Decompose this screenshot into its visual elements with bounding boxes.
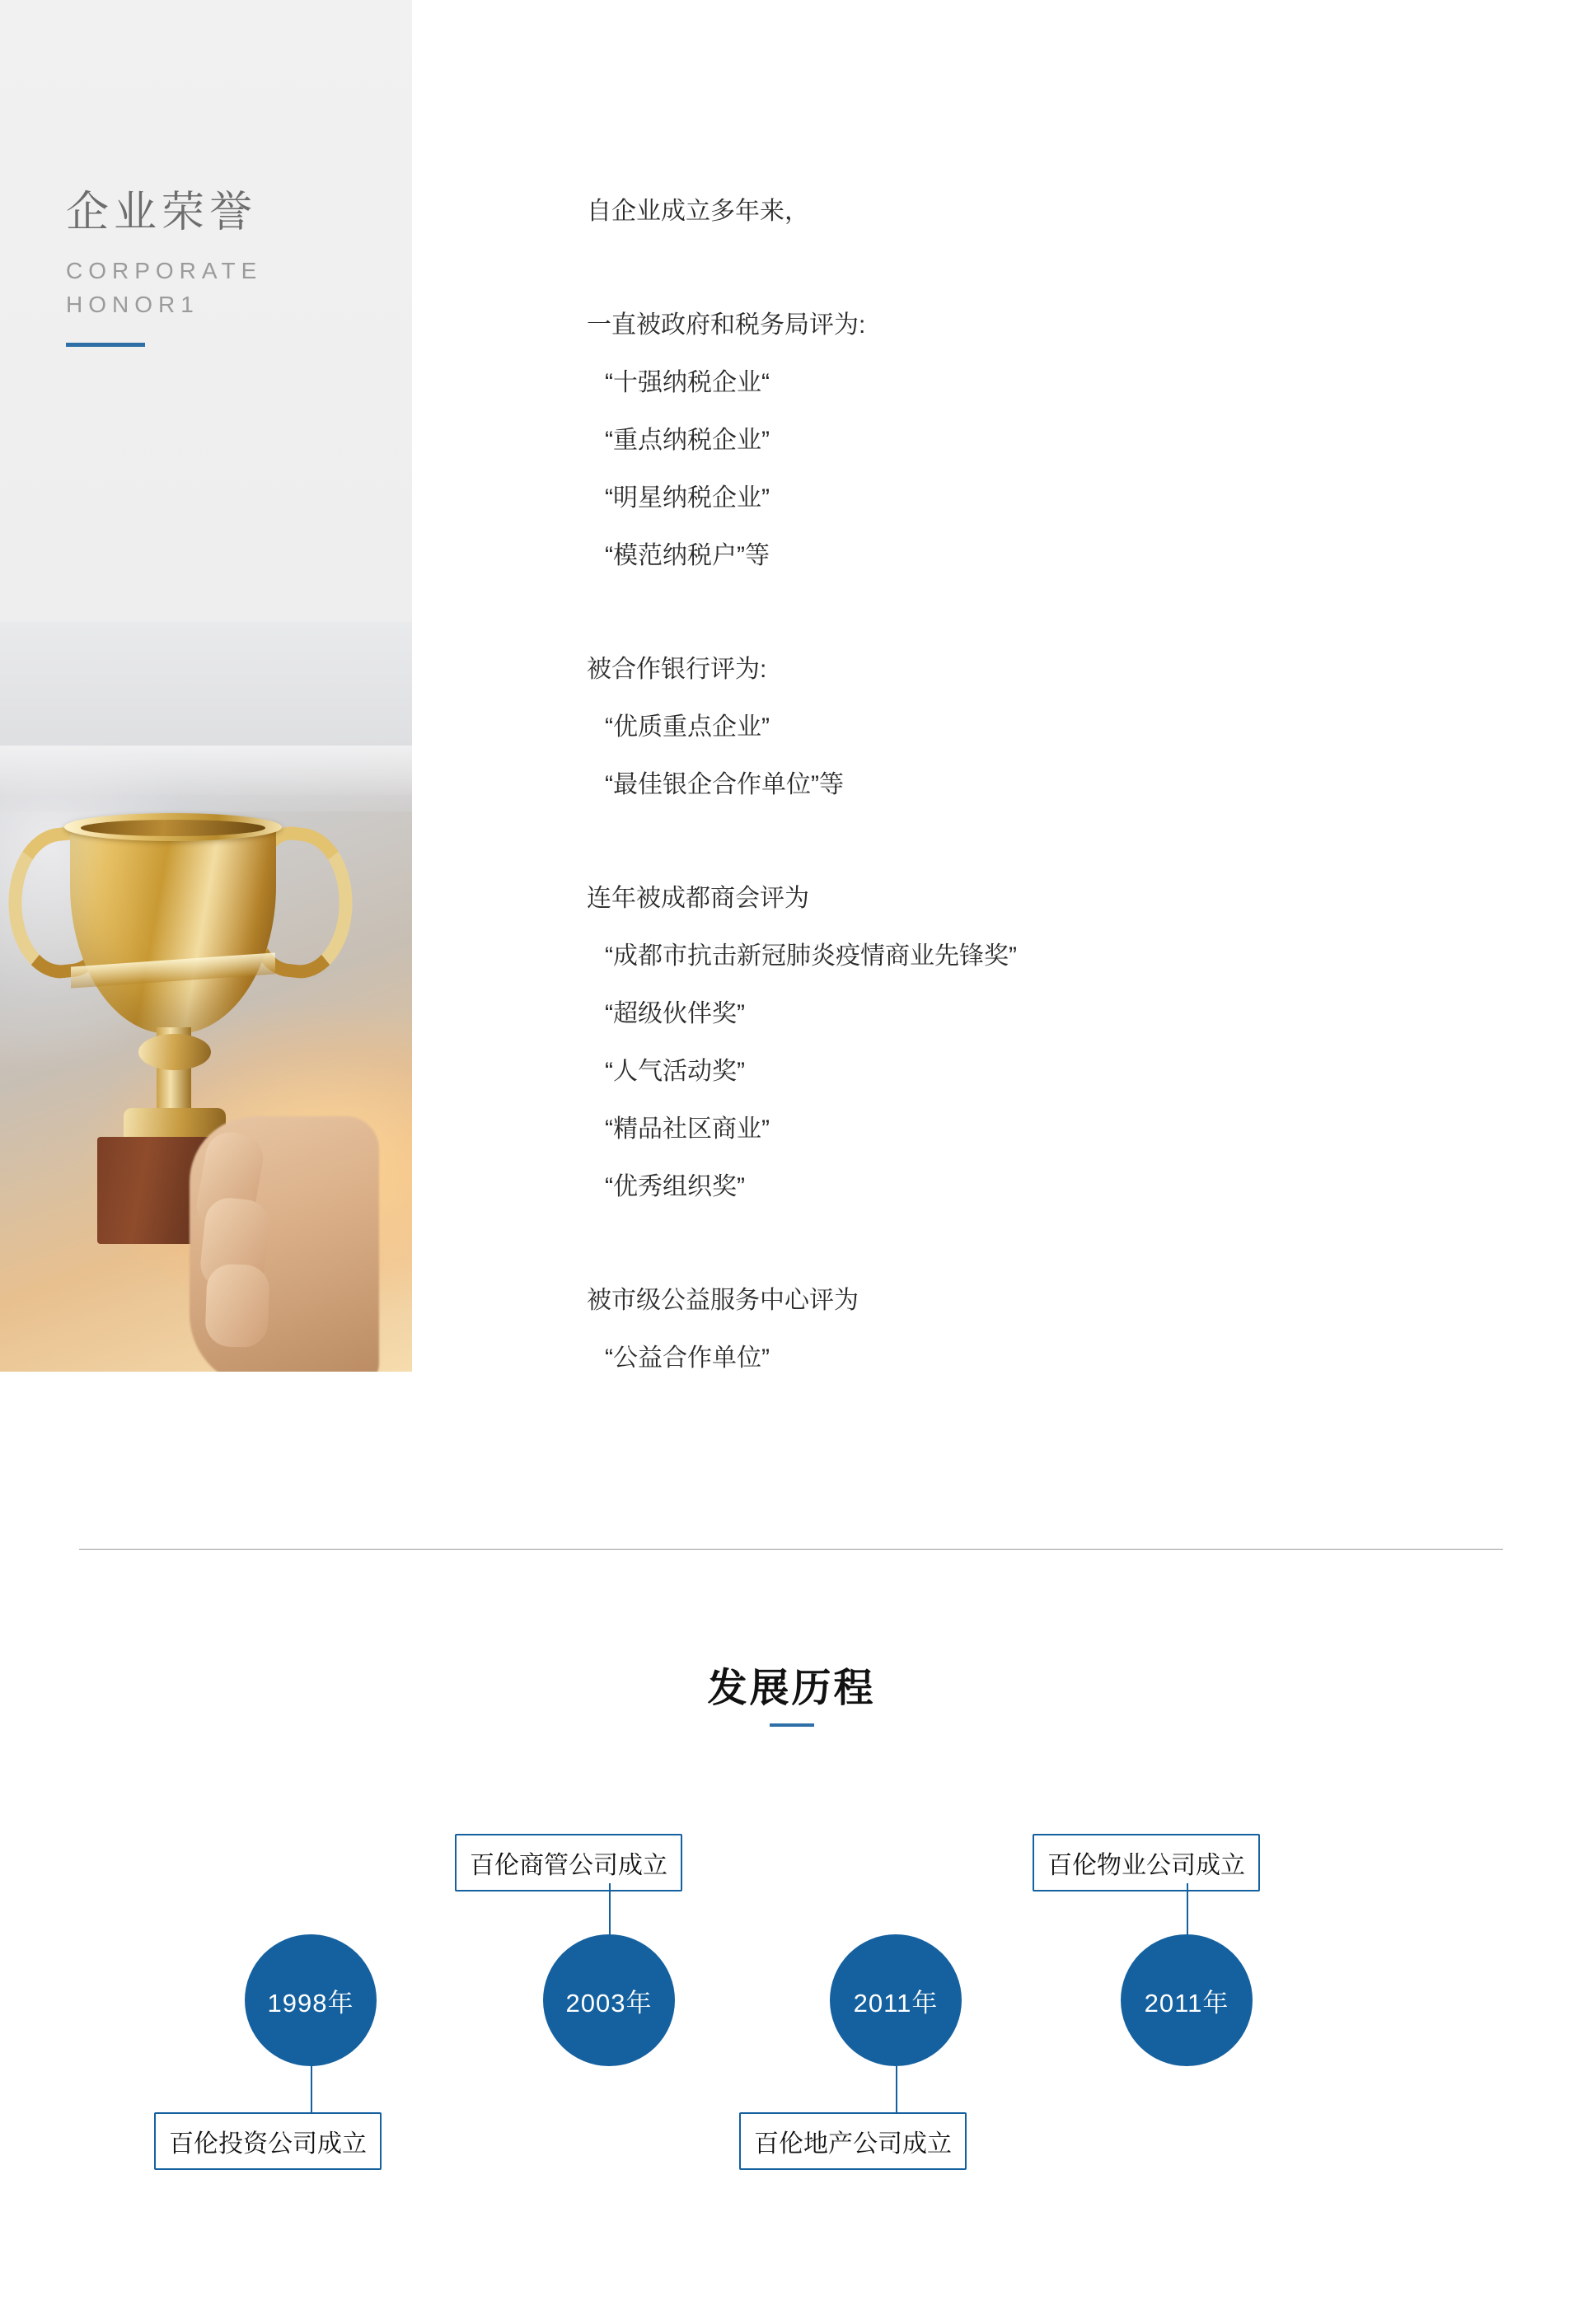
honor-item: “超级伙伴奖” [605, 1000, 745, 1027]
section-header-panel [0, 0, 412, 622]
honor-item: “模范纳税户”等 [605, 542, 770, 569]
timeline-connector [1187, 1883, 1188, 1934]
timeline-year-circle[interactable]: 1998年 [245, 1934, 377, 2066]
honor-item: “精品社区商业” [605, 1115, 770, 1143]
trophy-photo-shelf [0, 746, 412, 795]
page-subtitle [66, 255, 396, 321]
honor-item: “重点纳税企业” [605, 427, 770, 454]
history-title-accent-rule [770, 1723, 814, 1727]
hand-finger [204, 1264, 269, 1349]
honor-item: “成都市抗击新冠肺炎疫情商业先锋奖” [605, 942, 1017, 970]
spacer [587, 585, 1477, 641]
timeline-connector [311, 2066, 312, 2114]
timeline-label[interactable]: 百伦地产公司成立 [739, 2112, 967, 2170]
honor-item: “明星纳税企业” [605, 484, 770, 512]
honor-group-heading: 连年被成都商会评为 [587, 885, 809, 912]
honor-item: “最佳银企合作单位”等 [605, 771, 844, 798]
honor-item: “十强纳税企业“ [605, 369, 770, 396]
timeline-connector [609, 1883, 611, 1934]
history-timeline [0, 1796, 1583, 2290]
honor-group [587, 641, 1477, 814]
timeline-year-circle[interactable]: 2003年 [543, 1934, 675, 2066]
timeline-year-circle[interactable]: 2011年 [830, 1934, 962, 2066]
trophy-cup-rim-inner [81, 820, 265, 836]
spacer [587, 1216, 1477, 1272]
timeline-connector [896, 2066, 897, 2114]
honor-item: “优质重点企业” [605, 713, 770, 741]
honor-group-heading: 被合作银行评为: [587, 656, 767, 683]
page-title: 企业荣誉 [66, 189, 258, 236]
honors-body [587, 183, 1477, 1387]
spacer [587, 814, 1477, 870]
trophy-knob [138, 1034, 211, 1070]
honor-group [587, 870, 1477, 1216]
honors-intro: 自企业成立多年来， [587, 198, 809, 225]
section-divider [79, 1549, 1503, 1550]
trophy-photo [0, 622, 412, 1372]
honor-item: “人气活动奖” [605, 1058, 745, 1085]
page-subtitle-line1: CORPORATE [66, 258, 263, 284]
spacer [587, 241, 1477, 297]
honor-item: “公益合作单位” [605, 1344, 770, 1372]
history-title: 发展历程 [707, 1667, 876, 1710]
timeline-year-circle[interactable]: 2011年 [1121, 1934, 1253, 2066]
timeline-label[interactable]: 百伦投资公司成立 [154, 2112, 382, 2170]
honor-group-heading: 一直被政府和税务局评为: [587, 311, 866, 339]
header-text-block [66, 189, 396, 347]
honor-item: “优秀组织奖” [605, 1173, 745, 1200]
page-subtitle-line2: HONOR1 [66, 291, 199, 317]
honor-group [587, 1272, 1477, 1387]
honor-group [587, 297, 1477, 585]
title-accent-rule [66, 343, 145, 347]
honor-group-heading: 被市级公益服务中心评为 [587, 1287, 859, 1314]
timeline-label[interactable]: 百伦物业公司成立 [1033, 1834, 1260, 1891]
timeline-label[interactable]: 百伦商管公司成立 [455, 1834, 682, 1891]
